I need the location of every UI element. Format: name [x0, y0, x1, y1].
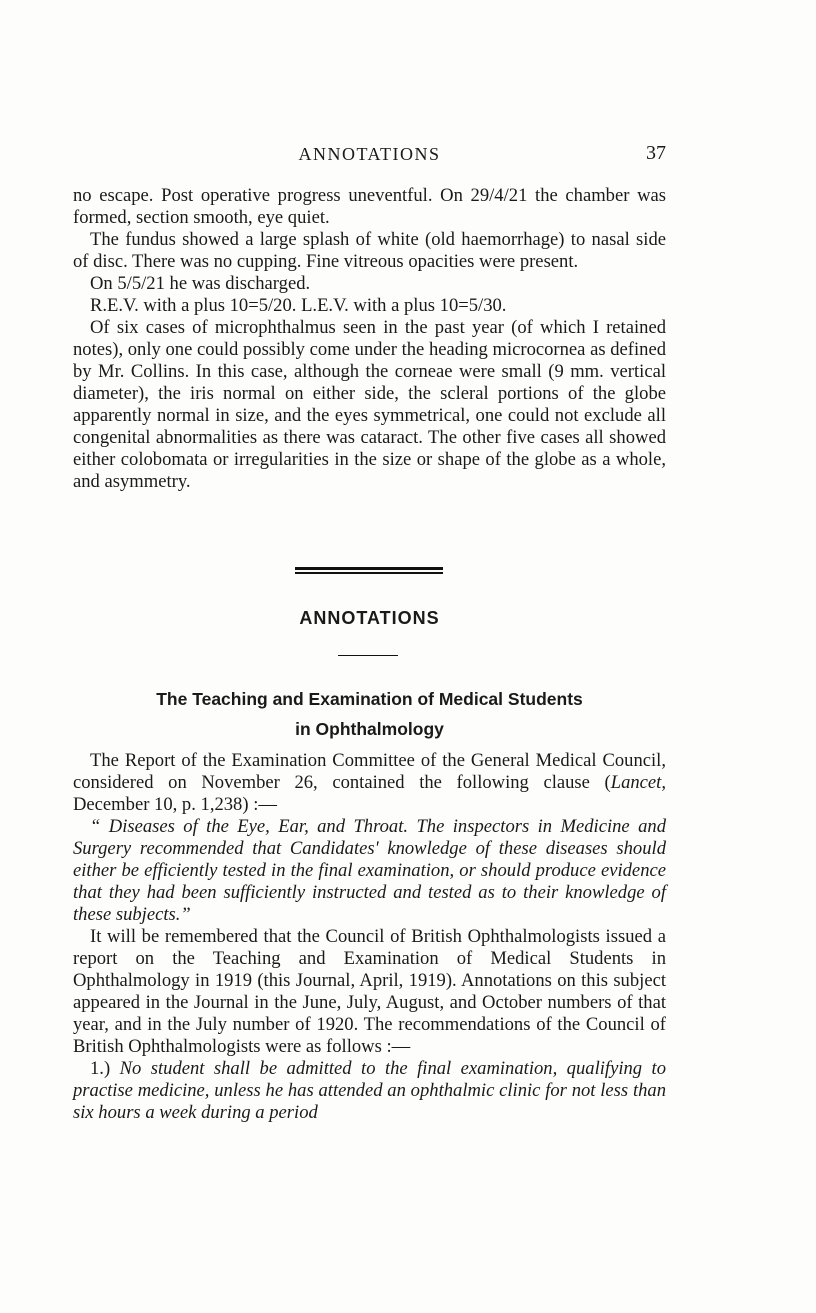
article-title-line-2: in Ophthalmology	[295, 719, 444, 739]
list-item	[73, 1058, 666, 1124]
paragraph: Of six cases of microphthalmus seen in the past year (of which I retained notes), only one could possibly come under the heading microcornea as defined by Mr. Collins. In this case, although the corneae were small (9 mm. vertical diameter), the iris normal on either side, the scleral portions of the globe apparently normal in size, and the eyes symmetrical, one could not exclude all congenital abnormalities as there was cataract. The other five cases all showed either colobomata or irregularities in the size or shape of the globe as a whole, and asymmetry.	[73, 317, 666, 492]
paragraph: The fundus showed a large splash of white (old haemorrhage) to nasal side of disc. There was no cupping. Fine vitreous opacities were present.	[73, 229, 666, 272]
paragraph: R.E.V. with a plus 10=5/20. L.E.V. with a plus 10=5/30.	[90, 295, 507, 316]
page-number: 37	[646, 142, 666, 164]
running-head	[73, 144, 666, 168]
paragraph-text: December 10, p. 1,238) :—	[73, 794, 277, 815]
article-title	[73, 684, 666, 744]
section-divider	[295, 567, 443, 574]
quotation	[73, 816, 666, 926]
paragraph: no escape. Post operative progress uneventful. On 29/4/21 the chamber was formed, section smooth, eye quiet.	[73, 185, 666, 228]
section-heading: ANNOTATIONS	[299, 608, 440, 628]
heading-rule	[338, 655, 398, 656]
continued-text	[73, 185, 666, 493]
paragraph: It will be remembered that the Council of British Ophthalmologists issued a report on the Teaching and Examination of Medical Students in Ophthalmology in 1919 (this Journal, April, 1919). Annotations on this subject appeared in the Journal in the June, July, August, and October numbers of that year, and in the July number of 1920. The recommendations of the Council of British Ophthalmologists were as follows :—	[73, 926, 666, 1057]
article-body	[73, 750, 666, 1124]
running-title: ANNOTATIONS	[298, 144, 441, 164]
paragraph-text: The Report of the Examination Committee of the General Medical Council, considered on November 26, contained the following clause (	[73, 750, 666, 793]
article-title-line-1: The Teaching and Examination of Medical Students	[156, 689, 583, 709]
paragraph: On 5/5/21 he was discharged.	[90, 273, 311, 294]
list-item-number: 1.)	[90, 1058, 111, 1079]
citation-source: Lancet,	[610, 772, 666, 793]
quotation-text: “ Diseases of the Eye, Ear, and Throat. The inspectors in Medicine and Surgery recommended that Candidates' knowledge of these diseases should either be efficiently tested in the final examination, or should produce evidence that they had been sufficiently instructed and tested as to their knowledge of these subjects.”	[73, 816, 666, 925]
paragraph	[73, 750, 666, 816]
list-item-text: No student shall be admitted to the final examination, qualifying to practise medicine, unless he has attended an ophthalmic clinic for not less than six hours a week during a period	[73, 1058, 666, 1123]
